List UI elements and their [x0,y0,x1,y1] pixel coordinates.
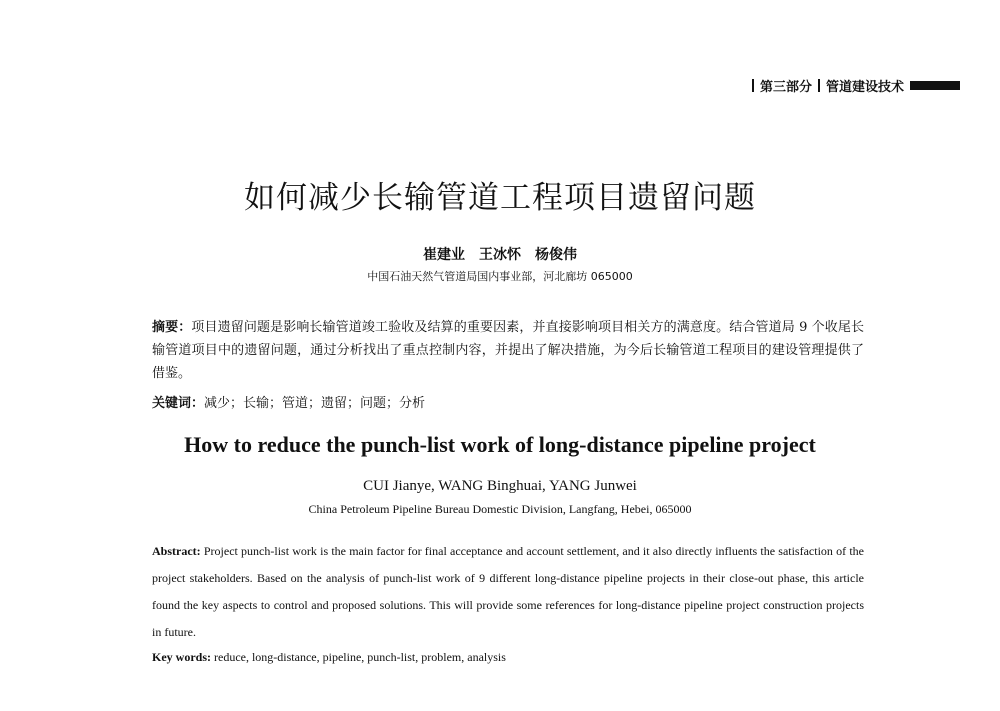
keywords-en-text: reduce, long-distance, pipeline, punch-list, problem, analysis [211,650,506,664]
abstract-cn-label: 摘要： [152,320,192,335]
section-label: 第三部分 [759,79,812,95]
abstract-cn [152,316,864,385]
keywords-cn [152,392,864,411]
affiliation-cn: 中国石油天然气管道局国内事业部，河北廊坊 065000 [367,270,633,283]
abstract-en-text: Project punch-list work is the main factor for final acceptance and account settlement, and it also directly influents the satisfaction of the project stakeholders. Based on the analysis of punch-list work of 9 different long-distance pipeline projects in their close-out phase, this article found the key aspects to control and proposed solutions. This will provide some references for long-distance pipeline project construction projects in future. [152,544,864,639]
category-label: 管道建设技术 [825,79,904,95]
abstract-en-label: Abstract: [152,544,201,558]
paper-title-cn: 如何减少长输管道工程项目遗留问题 [244,180,756,216]
authors-en: CUI Jianye, WANG Binghuai, YANG Junwei [363,478,637,494]
header-block-decoration [910,81,960,90]
keywords-en [152,650,864,665]
affiliation-en: China Petroleum Pipeline Bureau Domestic Division, Langfang, Hebei, 065000 [308,502,692,516]
paper-title-en: How to reduce the punch-list work of long-distance pipeline project [184,432,816,457]
keywords-en-label: Key words: [152,650,211,664]
divider-bar-left [752,79,754,92]
keywords-cn-label: 关键词： [152,396,205,411]
keywords-cn-text: 减少；长输；管道；遗留；问题；分析 [204,396,426,411]
section-header [746,76,960,94]
authors-cn: 崔建业 王冰怀 杨俊伟 [423,247,577,263]
divider-bar-right [818,79,820,92]
abstract-cn-text: 项目遗留问题是影响长输管道竣工验收及结算的重要因素，并直接影响项目相关方的满意度。结合管道局 9 个收尾长输管道项目中的遗留问题，通过分析找出了重点控制内容，并提出了解决措施，为今后长输管道工程项目的建设管理提供了借鉴。 [152,320,864,381]
abstract-en [152,538,864,646]
